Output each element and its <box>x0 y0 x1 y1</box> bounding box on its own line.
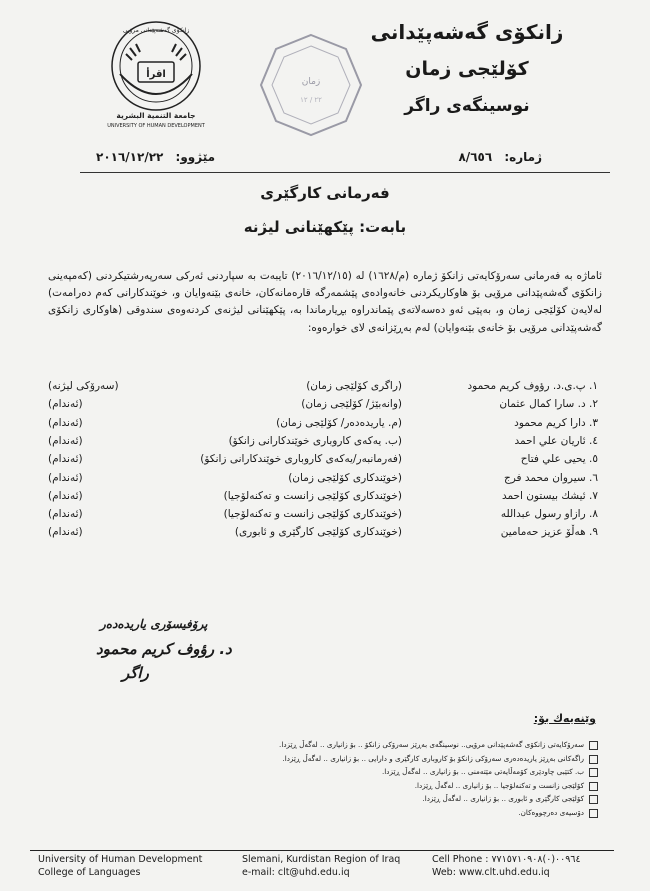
member-status: (ئەندام) <box>48 453 83 466</box>
logo-ring-text: زانكۆی گەشەپێدانی مرۆیی <box>122 27 190 34</box>
cc-item-text: راگەكانی بەڕێز یاریدەدەری سەرۆكی زانكۆ بۆ كاروباری كارگێری و دارایی .. بۆ زانیاری .. لەگەڵ ڕێزدا. <box>282 753 584 763</box>
member-name: ١. پ.ی.د. رؤوف كريم محمود <box>467 380 598 392</box>
cc-item <box>228 781 598 794</box>
checkbox-square-icon <box>589 741 598 750</box>
cc-item-text: كۆلێجی كارگێری و ئابوری .. بۆ زانیاری .. لەگەڵ ڕێزدا. <box>422 794 584 804</box>
member-name: ٥. يحيى علي فتاح <box>520 453 598 466</box>
member-role: (ب. یەكەی كاروباری خوێندكارانی زانكۆ) <box>228 434 402 447</box>
date-value: ٢٠١٦/١٢/٢٢ <box>96 150 164 164</box>
member-row <box>48 435 598 451</box>
member-row <box>48 490 598 506</box>
cc-item-text: دۆسیەی دەرچووەكان. <box>518 808 584 817</box>
document-date <box>96 150 215 164</box>
footer-email: e-mail: clt@uhd.edu.iq <box>242 867 350 878</box>
number-label: ژمارە: <box>504 150 542 164</box>
cc-item-text: ب. كتێبی چاودێری كۆمەڵایەتی مێتەمنی .. بۆ زانیاری .. لەگەڵ ڕێزدا. <box>382 767 584 777</box>
member-role: (خوێندكاری كۆلێجی زانست و تەكنەلۆجیا) <box>223 508 402 521</box>
header-university: زانكۆى گەشەپێدانى <box>370 20 564 44</box>
member-name: ٩. هەڵۆ عزيز حەمامین <box>500 526 598 539</box>
footer-phone: Cell Phone : ٠٠٩٦٤(٠)٧٧١٥٧١٠٩٠٨ <box>432 854 581 865</box>
member-role: (م. یاریدەدەر/ كۆلێجی زمان) <box>276 416 402 429</box>
cc-item <box>228 767 598 780</box>
checkbox-square-icon <box>589 809 598 818</box>
header-divider <box>80 172 610 173</box>
member-status: (ئەندام) <box>48 489 83 502</box>
signature-rank: پرۆفیسۆری یاریدەدەر <box>100 617 208 631</box>
member-status: (ئەندام) <box>48 471 83 484</box>
header-office: نوسینگەی راگر <box>404 96 530 116</box>
member-name: ٧. ئيشك بيستون احمد <box>501 489 598 502</box>
stamp-text: زمان <box>301 77 321 87</box>
subject-title: بابەت: پێكهێنانی لیژنە <box>243 218 407 236</box>
office-stamp-icon <box>258 32 364 138</box>
cc-item <box>228 740 598 753</box>
cc-item <box>228 794 598 807</box>
member-status: (ئەندام) <box>48 398 83 411</box>
svg-text:٢٢ / ١٢: ٢٢ / ١٢ <box>300 96 322 104</box>
member-name: ٢. د. سارا كمال عثمان <box>499 398 598 411</box>
checkbox-square-icon <box>589 768 598 777</box>
footer-university: University of Human Development <box>38 854 203 865</box>
member-row <box>48 380 598 396</box>
member-role: (فەرمانبەر/یەكەی كاروباری خوێندكارانی زانكۆ) <box>200 453 402 466</box>
member-row <box>48 526 598 542</box>
university-logo-icon <box>100 14 212 132</box>
member-row <box>48 417 598 433</box>
checkbox-square-icon <box>589 755 598 764</box>
cc-title: وێنەیەك بۆ: <box>533 712 596 725</box>
member-name: ٣. دارا كريم محمود <box>514 416 598 429</box>
footer-address: Slemani, Kurdistan Region of Iraq <box>242 854 401 865</box>
signature-position: راگر <box>122 664 149 682</box>
member-status: (ئەندام) <box>48 526 83 539</box>
date-label: مێژوو: <box>175 150 216 164</box>
member-name: ٦. سيروان محمد فرج <box>503 471 598 484</box>
member-status: (ئەندام) <box>48 416 83 429</box>
cc-item-text: سەرۆكایەتی زانكۆی گەشەپێدانی مرۆیی.. نوسینگەی بەڕێز سەرۆكی زانكۆ .. بۆ زانیاری .. لەگەڵ ڕێزدا. <box>279 740 584 749</box>
logo-english-name: UNIVERSITY OF HUMAN DEVELOPMENT <box>107 123 205 129</box>
member-role: (وانەبێژ/ كۆلێجی زمان) <box>301 398 402 411</box>
footer-college: College of Languages <box>38 867 141 878</box>
logo-arabic-name: جامعة التنمية البشرية <box>116 111 196 120</box>
cc-item-text: كۆلێجی زانست و تەكنەلۆجیا .. بۆ زانیاری .. لەگەڵ ڕێزدا. <box>414 780 584 790</box>
member-name: ٤. ئاريان علي احمد <box>514 434 598 447</box>
member-status: (ئەندام) <box>48 508 83 521</box>
checkbox-square-icon <box>589 795 598 804</box>
number-value: ٨/٦٥٦ <box>458 150 493 164</box>
member-name: ٨. رازاو رسول عبدالله <box>500 508 598 521</box>
signature-name: د. رؤوف كريم محمود <box>96 640 232 658</box>
member-row <box>48 472 598 488</box>
member-role: (خوێندكاری كۆلێجی زمان) <box>288 471 402 484</box>
order-title: فەرمانی كارگێری <box>260 184 390 202</box>
member-status: (ئەندام) <box>48 434 83 447</box>
logo-center: اقرأ <box>146 69 166 80</box>
member-role: (خوێندكاری كۆلێجی كارگێری و ئابوری) <box>234 526 402 539</box>
header-college: كۆلێجى زمان <box>405 58 529 80</box>
member-row <box>48 398 598 414</box>
cc-item <box>228 808 598 821</box>
footer-divider <box>30 850 614 851</box>
footer-web: Web: www.clt.uhd.edu.iq <box>432 867 550 878</box>
cc-item <box>228 754 598 767</box>
member-role: (خوێندكاری كۆلێجی زانست و تەكنەلۆجیا) <box>223 489 402 502</box>
checkbox-square-icon <box>589 782 598 791</box>
body-paragraph: ئاماژە بە فەرمانی سەرۆكایەتی زانكۆ ژمارە (م/١٦٢٨) لە (٢٠١٦/١٢/١٥) تایبەت بە سپاردنی ئەركی سەرپەرشتیكردنی (كەمپەینی زانكۆی گەشەپێدانی مرۆیی بۆ هاوكاریكردنی خانەوادەی پێشمەرگە قارەمانەكان، خانەی بێنەوایان و، خوێندكارانی كەم دەرامەت) لەلایەن كۆلێجی زمان و، بەپێی ئەو دەسەلاتەی پێماندراوە بڕیارماندا بە، پێكهێنانی لیژنەی كردنەوەی سندوقی (هاوكاری زانكۆی گەشەپێدانی مرۆیی بۆ خانەی بێنەوایان) لەم بەڕێزانەی لای خوارەوە: <box>48 270 603 334</box>
member-row <box>48 508 598 524</box>
document-number <box>458 150 542 164</box>
member-role: (راگری كۆلێجی زمان) <box>306 380 402 392</box>
member-status: (سەرۆكی لیژنە) <box>48 380 119 392</box>
member-row <box>48 453 598 469</box>
